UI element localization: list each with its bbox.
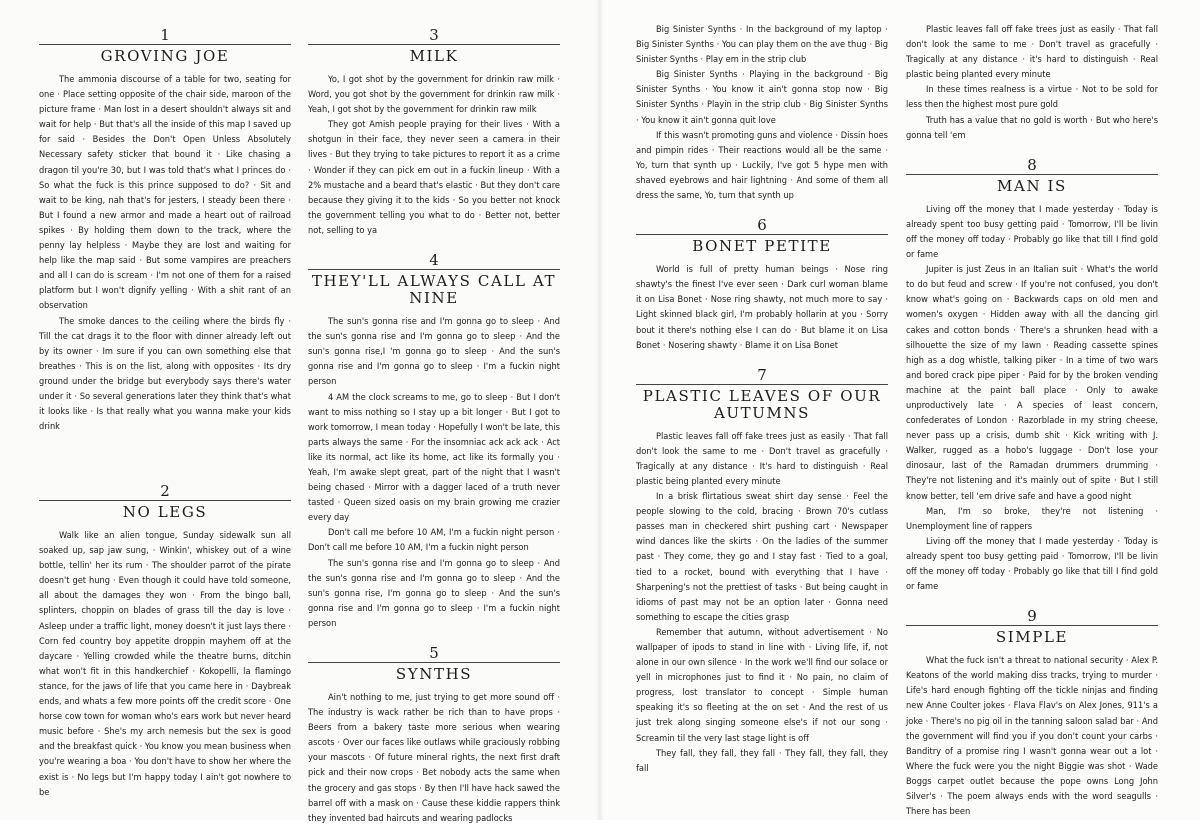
paragraph: 4 AM the clock screams to me, go to sleep · But I don't want to miss nothing so I stay up a bit longer · But I got to work tomorrow, I mean today · Hopefully I won't be late, this parts always the same · For the insomniac ack ack ack · Act like its normal, act like its home, act like its formally you · Yeah, I'm awake slept great, part of the night that I wasn't being chased · Mirror with a dagger laced of a truth never tasted · Queen sized oasis on my brain growing me crazier every day [308,391,560,524]
book-gutter [596,0,604,820]
section-body [906,653,1158,819]
paragraph: World is full of pretty human beings · Nose ring shawty's the finest I've ever seen · Dark curl woman blame it on Lisa Bonet · Nose ring shawty, not much more to say · Light skinned black girl, I'm probably hollarin at you · Sorry bout it there's nothing else I can do · But blame it on Lisa Bonet · Nosering shawty · Blame it on Lisa Bonet [636,264,888,351]
section-2 [39,483,291,800]
section-header [308,645,560,683]
section-3 [308,27,560,238]
paragraph: They fall, they fall, they fall · They fall, they fall, they fall [636,747,888,774]
section-title: MAN IS [997,176,1067,195]
paragraph: The sun's gonna rise and I'm gonna go to sleep · And the sun's gonna rise and I'm gonna go to sleep · And the sun's gonna rise,I 'm gonna go to sleep · And the sun's gonna rise and I'm gonna go to sleep · I'm a fuckin night person [308,316,560,388]
column-3 [636,22,888,776]
section-title: GROVING JOE [100,47,230,65]
section-title: BONET PETITE [692,237,832,256]
column-4 [906,22,1158,819]
header-rule [636,384,888,385]
paragraph: Big Sinister Synths · Playing in the background · Big Sinister Synths · You know it ain't gonna stop now · Big Sinister Synths · Playin in the strip club · Big Sinister Synths · You know it ain't gonna quit love [636,69,888,126]
section-number: 4 [429,251,439,270]
header-rule [906,174,1158,175]
section-7 [636,367,888,776]
section-title: NO LEGS [122,503,208,521]
section-6 [636,217,888,353]
section-title: THEY'LL ALWAYS CALL AT NINE [311,272,557,308]
section-title: SIMPLE [995,628,1069,647]
column-2 [308,27,560,826]
paragraph: In a brisk flirtatious sweat shirt day sense · Feel the people slowing to the cold, bracing · Brown 70's cutlass passes man in checkered shirt pushing cart · Newspaper wind dances like the skirts · On the ladies of the summer past · They come, they go and I stay fast · Tied to a goal, tied to a rocket, bound with everything that I have · Sharpening's not the prettiest of tasks · But being caught in idioms of past may not be an option later · Gonna need something to escape the cities grasp [636,491,888,623]
section-1 [39,27,291,434]
column-1 [39,27,291,434]
section-number: 5 [429,644,439,662]
section-4 [308,252,560,631]
section-8 [906,157,1158,594]
paragraph: Truth has a value that no gold is worth · But who here's gonna tell 'em [906,114,1158,141]
section-body [636,262,888,353]
section-header [636,367,888,422]
paragraph: Plastic leaves fall off fake trees just as easily · That fall don't look the same to me · Don't travel as gracefully · Tragically at any distance · It's hard to distinguish · Real plastic being planted every minute [636,430,888,487]
section-body [39,528,291,800]
section-title: PLASTIC LEAVES OF OUR AUTUMNS [642,386,882,422]
header-rule [308,44,560,45]
paragraph: They got Amish people praying for their lives · With a shotgun in their face, they never seen a camera in their lives · But they trying to take pictures to report it as a crime · Wonder if they can pick em out in a fuckin lineup · With a 2% mustache and a beard that's elastic · But they don't care because they giving it to the kids · So you better not knock the government telling you what to do · Better not, better not, selling to ya [308,119,560,236]
paragraph: Walk like an alien tongue, Sunday sidewalk sun all soaked up, sap jaw sung, · Winkin', whiskey out of a wine bottle, tellin' her its rum · The shoulder parrot of the pirate doesn't get hung · Even though it could have told someone, all about the damages they won · From the bingo ball, splinters, choppin on blades of grass till the day is love · Asleep under a traffic light, money doesn't it just lays there · Corn fed country boy appetite droppin mayhem off at the daycare · Yelling crowded while the theatre burns, ditchin what won't fit in this handkerchief · Kokopelli, la flamingo stance, for the jaws of life that you came here in · Daybreak ends, and whats a few more points off the credit score · One horse cow town for woman who's ears work but never heard music before · She's my arch nemesis but the sex is good and the breakfast quick · You know you mean business when you're wearing a boa · You don't have to show her where the exist is · No legs but I'm happy today I ain't got nowhere to be [39,530,291,798]
section-header [906,157,1158,195]
section-7-continued [906,22,1158,143]
section-header [906,608,1158,646]
section-number: 7 [757,365,767,384]
paragraph: Living off the money that I made yesterday · Today is already spent too busy getting paid · Tomorrow, I'll be livin off the money off today · Probably go like that till I find gold or fame [906,535,1158,593]
header-rule [906,625,1158,626]
section-number: 8 [1027,155,1037,174]
paragraph: The smoke dances to the ceiling where the birds fly · Till the cat drags it to the floor with dinner already left out by its owner · Im sure if you can own something else that breathes · This is on the list, along with opposites · Its dry ground under the bridge but everybody says there's water under it · So several generations later they think that's what it looks like · Is that really what you wanna make your kids drink [39,315,291,433]
paragraph: The ammonia discourse of a table for two, seating for one · Place setting opposite of the chair side, maroon of the picture frame · Man lost in a desert shouldn't always sit and wait for help · But that's all the inside of this map I saved up for said · Besides the Don't Open Unless Absolutely Necessary safety sticker that bound it · Like chasing a dragon til you're 30, but I was told that's what I princes do · So what the fuck is this prince supposed to do? · Sit and wait to be king, nah that's for jesters, I steady been there · But I found a new armor and made a heart out of railroad spikes · By holding them down to the track, where the penny lay helpless · Maybe they are lost and waiting for help like the map said · But some vampires are preachers and all I can do is scream · I'm not one of them for a raised platform but I won't dignify yelling · With a shit rant of an observation [39,74,291,312]
paragraph: Ain't nothing to me, just trying to get more sound off · The industry is wack rather be rich than to have props · Beers from a bakery taste more serious when wearing ascots · Over our faces like outlaws while graciously robbing your mascots · Of future mineral rights, the next first draft pick and their now crops · Bet nobody acts the same when the grocery and gas stops · By then I'll have hack sawed the barrel off with a mask on · Cause these kiddie rappers think they invented bad haircuts and wearing padlocks [308,692,560,824]
section-header [39,483,291,521]
section-number: 9 [1027,607,1037,626]
section-title: SYNTHS [395,665,473,683]
paragraph: Yo, I got shot by the government for drinkin raw milk · Word, you got shot by the government for drinkin raw milk · Yeah, I got shot by the government for drinkin raw milk [308,74,560,116]
section-body [906,202,1158,594]
section-number: 3 [429,26,439,44]
paragraph: In these times realness is a virtue · Not to be sold for less then the highest most pure gold [906,84,1158,111]
paragraph: Plastic leaves fall off fake trees just as easily · That fall don't look the same to me · Don't travel as gracefully · Tragically at any distance · it's hard to distinguish · Real plastic being planted every minute [906,24,1158,81]
header-rule [636,234,888,235]
section-body [308,72,560,238]
section-title: MILK [409,47,459,65]
section-number: 2 [160,482,170,500]
section-5-continued [636,22,888,203]
section-9 [906,608,1158,819]
section-header [636,217,888,255]
section-header [308,252,560,307]
paragraph: Living off the money that I made yesterday · Today is already spent too busy getting paid · Tomorrow, I'll be livin off the money off today · Probably go like that till I find gold or fame [906,203,1158,261]
section-5 [308,645,560,826]
header-rule [39,44,291,45]
section-header [39,27,291,65]
section-body [636,429,888,776]
paragraph: Man, I'm so broke, they're not listening · Unemployment line of rappers [906,505,1158,532]
paragraph: The sun's gonna rise and I'm gonna go to sleep · And the sun's gonna rise and I'm gonna go to sleep · And the sun's gonna rise, I'm gonna go to sleep · And the sun's gonna rise and I'm gonna go to sleep · I'm a fuckin night person [308,557,560,629]
paragraph: Big Sinister Synths · In the background of my laptop · Big Sinister Synths · You can play them on the ave thug · Big Sinister Synths · Play em in the strip club [636,24,888,66]
column-1b [39,483,291,800]
paragraph: What the fuck isn't a threat to national security · Alex P. Keatons of the world making diss tracks, trying to murder · Life's hard enough fighting off the tickle ninjas and finding new Anne Coulter jokes · Flava Flav's on Alex Jones, 911's a joke · There's no pig oil in the tanning saloon salad bar · And the government will find you if you don't count your carbs · Banditry of a promise ring I wasn't gonna wear out a lot · Where the fuck were you the night Biggie was shot · Wade Boggs carpet outlet because the pope owns Long John Silver's · The poem always ends with the word seagulls · There has been [906,655,1158,818]
section-body [39,72,291,434]
paragraph: Jupiter is just Zeus in an Italian suit · What's the world to do but feud and screw · If you're not confused, you don't know what's going on · Backwards caps on old men and women's oxygen · Hidden away with all the dancing girl cakes and cotton bonds · There's a shrunken head with a silhouette the size of my lawn · Reading cassette spines high as a dog whistle, talking piker · In a time of two wars and bored crack pipe piper · Paid for by the broken vending machine at the paint ball place · Only to awake unproductively late · A species of least concern, confederates of London · Razorblade in my string cheese, never pass up a crisis, dumb shit · Kick writing with J. Walker, rugged as a hobo's luggage · Don't lose your dinosaur, last of the Ramadan drummers drumming · They're not listening and it's mainly out of spite · But I still know better, tell 'em drive safe and have a good night [906,264,1158,502]
section-number: 6 [757,216,767,235]
section-body [308,314,560,631]
section-number: 1 [160,26,170,44]
header-rule [39,500,291,501]
section-body [308,690,560,826]
header-rule [308,662,560,663]
paragraph: If this wasn't promoting guns and violence · Dissin hoes and pimpin rides · Their reactions would all be the same · Yo, turn that synth up · Luckily, I've got 5 hype men with shaved eyebrows and hair lightning · And some of them all dress the same, Yo, turn that synth up [636,129,888,202]
paragraph: Don't call me before 10 AM, I'm a fuckin night person · Don't call me before 10 AM, I'm a fuckin night person [308,527,560,554]
section-header [308,27,560,65]
paragraph: Remember that autumn, without advertisement · No wallpaper of ipods to stand in line with · Living life, if, not alone in our own silence · In the work we'll find our solace or yell in microphones just to find it · No pain, no claim of progress, lost translator to concept · Simple human speaking it's so fleeting at the on set · And the rest of us just trek along singing someone else's if not our song · Screamin til the very last stage light is off [636,626,888,744]
header-rule [308,269,560,270]
